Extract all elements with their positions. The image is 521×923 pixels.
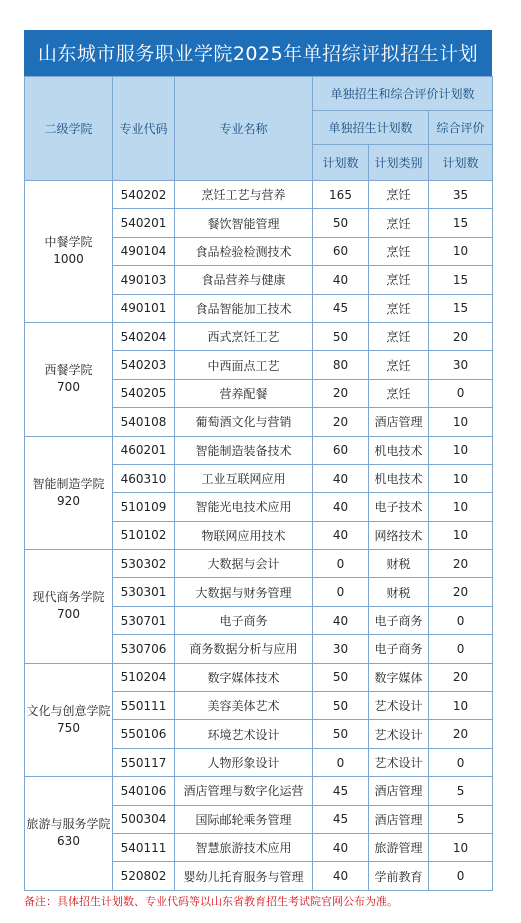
major-code-cell: 520802 [113, 862, 175, 890]
major-code-cell: 460201 [113, 436, 175, 464]
comp-count-cell: 0 [429, 748, 493, 776]
plan-count-cell: 40 [313, 521, 369, 549]
header-comprehensive: 综合评价 [429, 111, 493, 145]
college-cell [25, 777, 113, 891]
plan-count-cell: 45 [313, 777, 369, 805]
header-major-name: 专业名称 [175, 77, 313, 181]
major-code-cell: 550111 [113, 692, 175, 720]
major-name-cell: 商务数据分析与应用 [175, 635, 313, 663]
header-major-code: 专业代码 [113, 77, 175, 181]
major-code-cell: 530302 [113, 550, 175, 578]
major-name-cell: 婴幼儿托育服务与管理 [175, 862, 313, 890]
plan-type-cell: 烹饪 [369, 209, 429, 237]
plan-count-cell: 40 [313, 862, 369, 890]
major-code-cell: 460310 [113, 464, 175, 492]
college-cell [25, 436, 113, 550]
major-name-cell: 国际邮轮乘务管理 [175, 805, 313, 833]
major-code-cell: 540111 [113, 833, 175, 861]
plan-type-cell: 烹饪 [369, 351, 429, 379]
major-name-cell: 数字媒体技术 [175, 663, 313, 691]
major-code-cell: 490103 [113, 266, 175, 294]
major-code-cell: 530706 [113, 635, 175, 663]
college-name: 文化与创意学院 [26, 703, 111, 718]
comp-count-cell: 10 [429, 464, 493, 492]
table-row [25, 322, 493, 350]
major-name-cell: 工业互联网应用 [175, 464, 313, 492]
plan-count-cell: 40 [313, 833, 369, 861]
comp-count-cell: 10 [429, 237, 493, 265]
plan-count-cell: 20 [313, 379, 369, 407]
comp-count-cell: 10 [429, 692, 493, 720]
major-name-cell: 大数据与财务管理 [175, 578, 313, 606]
college-cell [25, 663, 113, 777]
plan-count-cell: 50 [313, 663, 369, 691]
plan-type-cell: 烹饪 [369, 322, 429, 350]
major-name-cell: 营养配餐 [175, 379, 313, 407]
header-plan-group: 单独招生和综合评价计划数 [313, 77, 493, 111]
plan-type-cell: 旅游管理 [369, 833, 429, 861]
header-plan-type: 计划类别 [369, 145, 429, 181]
comp-count-cell: 0 [429, 606, 493, 634]
table-row [25, 550, 493, 578]
major-code-cell: 510109 [113, 493, 175, 521]
plan-type-cell: 网络技术 [369, 521, 429, 549]
plan-type-cell: 烹饪 [369, 237, 429, 265]
comp-count-cell: 15 [429, 209, 493, 237]
table-row [25, 181, 493, 209]
major-name-cell: 酒店管理与数字化运营 [175, 777, 313, 805]
comp-count-cell: 15 [429, 294, 493, 322]
plan-type-cell: 烹饪 [369, 181, 429, 209]
plan-count-cell: 40 [313, 493, 369, 521]
table-row [25, 777, 493, 805]
plan-count-cell: 165 [313, 181, 369, 209]
college-total: 700 [57, 380, 80, 395]
college-total: 750 [57, 720, 80, 735]
major-code-cell: 500304 [113, 805, 175, 833]
major-code-cell: 490104 [113, 237, 175, 265]
footnote: 备注：具体招生计划数、专业代码等以山东省教育招生考试院官网公布为准。 [24, 895, 398, 908]
comp-count-cell: 35 [429, 181, 493, 209]
admission-plan-table [24, 76, 493, 891]
college-total: 630 [57, 834, 80, 849]
plan-count-cell: 0 [313, 748, 369, 776]
header-single-admission: 单独招生计划数 [313, 111, 429, 145]
major-name-cell: 智能光电技术应用 [175, 493, 313, 521]
plan-type-cell: 电子商务 [369, 606, 429, 634]
comp-count-cell: 0 [429, 379, 493, 407]
page-title: 山东城市服务职业学院2025年单招综评拟招生计划 [24, 30, 492, 76]
major-name-cell: 智能制造装备技术 [175, 436, 313, 464]
table-body [25, 181, 493, 891]
major-code-cell: 510204 [113, 663, 175, 691]
college-name: 中餐学院 [44, 235, 93, 250]
college-cell [25, 550, 113, 664]
plan-count-cell: 40 [313, 266, 369, 294]
major-name-cell: 食品营养与健康 [175, 266, 313, 294]
major-code-cell: 550106 [113, 720, 175, 748]
comp-count-cell: 30 [429, 351, 493, 379]
plan-type-cell: 机电技术 [369, 436, 429, 464]
comp-count-cell: 10 [429, 833, 493, 861]
major-code-cell: 530301 [113, 578, 175, 606]
plan-count-cell: 50 [313, 209, 369, 237]
plan-count-cell: 30 [313, 635, 369, 663]
major-code-cell: 530701 [113, 606, 175, 634]
plan-type-cell: 烹饪 [369, 266, 429, 294]
major-code-cell: 540106 [113, 777, 175, 805]
major-name-cell: 中西面点工艺 [175, 351, 313, 379]
plan-type-cell: 酒店管理 [369, 408, 429, 436]
major-name-cell: 葡萄酒文化与营销 [175, 408, 313, 436]
college-name: 西餐学院 [44, 363, 93, 378]
college-name: 旅游与服务学院 [26, 817, 111, 832]
major-code-cell: 540203 [113, 351, 175, 379]
table-row [25, 436, 493, 464]
college-name: 智能制造学院 [32, 476, 105, 491]
major-name-cell: 食品智能加工技术 [175, 294, 313, 322]
major-name-cell: 烹饪工艺与营养 [175, 181, 313, 209]
comp-count-cell: 20 [429, 663, 493, 691]
college-total: 1000 [53, 252, 84, 267]
comp-count-cell: 20 [429, 720, 493, 748]
major-name-cell: 大数据与会计 [175, 550, 313, 578]
plan-count-cell: 45 [313, 294, 369, 322]
plan-type-cell: 财税 [369, 550, 429, 578]
major-code-cell: 550117 [113, 748, 175, 776]
college-total: 920 [57, 493, 80, 508]
major-name-cell: 西式烹饪工艺 [175, 322, 313, 350]
college-name: 现代商务学院 [32, 590, 105, 605]
major-code-cell: 540205 [113, 379, 175, 407]
major-name-cell: 环境艺术设计 [175, 720, 313, 748]
comp-count-cell: 15 [429, 266, 493, 294]
plan-count-cell: 0 [313, 550, 369, 578]
plan-type-cell: 机电技术 [369, 464, 429, 492]
plan-type-cell: 烹饪 [369, 294, 429, 322]
plan-count-cell: 40 [313, 464, 369, 492]
major-code-cell: 540201 [113, 209, 175, 237]
comp-count-cell: 0 [429, 862, 493, 890]
plan-count-cell: 80 [313, 351, 369, 379]
plan-type-cell: 电子商务 [369, 635, 429, 663]
major-code-cell: 540202 [113, 181, 175, 209]
plan-type-cell: 电子技术 [369, 493, 429, 521]
header-college: 二级学院 [25, 77, 113, 181]
plan-count-cell: 60 [313, 237, 369, 265]
major-code-cell: 540204 [113, 322, 175, 350]
comp-count-cell: 5 [429, 777, 493, 805]
comp-count-cell: 10 [429, 493, 493, 521]
plan-count-cell: 50 [313, 720, 369, 748]
comp-count-cell: 10 [429, 521, 493, 549]
college-cell [25, 181, 113, 323]
plan-count-cell: 45 [313, 805, 369, 833]
major-name-cell: 人物形象设计 [175, 748, 313, 776]
plan-type-cell: 学前教育 [369, 862, 429, 890]
major-name-cell: 物联网应用技术 [175, 521, 313, 549]
major-name-cell: 食品检验检测技术 [175, 237, 313, 265]
comp-count-cell: 5 [429, 805, 493, 833]
major-name-cell: 美容美体艺术 [175, 692, 313, 720]
plan-type-cell: 艺术设计 [369, 692, 429, 720]
plan-type-cell: 酒店管理 [369, 805, 429, 833]
college-cell [25, 322, 113, 436]
plan-count-cell: 40 [313, 606, 369, 634]
major-name-cell: 餐饮智能管理 [175, 209, 313, 237]
plan-count-cell: 0 [313, 578, 369, 606]
comp-count-cell: 0 [429, 635, 493, 663]
plan-type-cell: 财税 [369, 578, 429, 606]
comp-count-cell: 20 [429, 578, 493, 606]
comp-count-cell: 10 [429, 436, 493, 464]
comp-count-cell: 20 [429, 550, 493, 578]
plan-count-cell: 50 [313, 692, 369, 720]
major-code-cell: 540108 [113, 408, 175, 436]
major-name-cell: 智慧旅游技术应用 [175, 833, 313, 861]
header-plan-count: 计划数 [313, 145, 369, 181]
table-row [25, 663, 493, 691]
plan-count-cell: 20 [313, 408, 369, 436]
plan-count-cell: 60 [313, 436, 369, 464]
major-name-cell: 电子商务 [175, 606, 313, 634]
plan-count-cell: 50 [313, 322, 369, 350]
plan-type-cell: 数字媒体 [369, 663, 429, 691]
major-code-cell: 490101 [113, 294, 175, 322]
plan-type-cell: 艺术设计 [369, 720, 429, 748]
comp-count-cell: 20 [429, 322, 493, 350]
college-total: 700 [57, 607, 80, 622]
plan-type-cell: 艺术设计 [369, 748, 429, 776]
plan-type-cell: 烹饪 [369, 379, 429, 407]
major-code-cell: 510102 [113, 521, 175, 549]
plan-type-cell: 酒店管理 [369, 777, 429, 805]
comp-count-cell: 10 [429, 408, 493, 436]
header-comp-plan-count: 计划数 [429, 145, 493, 181]
